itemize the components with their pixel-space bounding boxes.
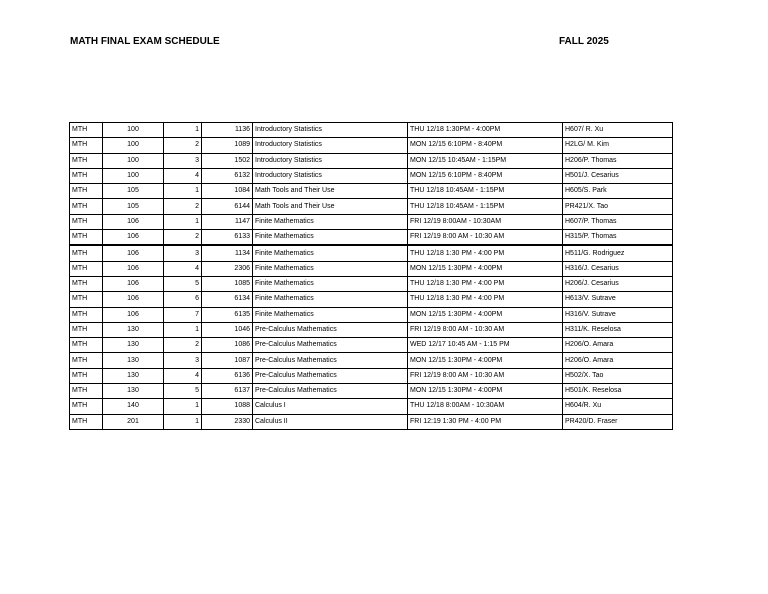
cell-section: 5 xyxy=(164,384,202,399)
table-row xyxy=(70,123,673,138)
table-row xyxy=(70,338,673,353)
cell-course-number: 106 xyxy=(103,214,164,229)
cell-course-title: Finite Mathematics xyxy=(253,307,408,322)
exam-schedule-body xyxy=(70,123,673,430)
cell-section: 1 xyxy=(164,322,202,337)
cell-section: 4 xyxy=(164,261,202,276)
cell-exam-time: MON 12/15 1:30PM - 4:00PM xyxy=(408,353,563,368)
cell-room-instructor: H604/R. Xu xyxy=(563,399,673,414)
cell-crn: 6144 xyxy=(202,199,253,214)
cell-exam-time: WED 12/17 10:45 AM - 1:15 PM xyxy=(408,338,563,353)
cell-exam-time: MON 12/15 6:10PM - 8:40PM xyxy=(408,168,563,183)
cell-course-number: 106 xyxy=(103,261,164,276)
cell-room-instructor: H316/J. Cesarius xyxy=(563,261,673,276)
cell-course-title: Pre-Calculus Mathematics xyxy=(253,368,408,383)
cell-room-instructor: H607/ R. Xu xyxy=(563,123,673,138)
cell-crn: 1088 xyxy=(202,399,253,414)
cell-room-instructor: H315/P. Thomas xyxy=(563,230,673,246)
cell-course-number: 106 xyxy=(103,245,164,261)
cell-room-instructor: H206/O. Amara xyxy=(563,338,673,353)
table-row xyxy=(70,276,673,291)
cell-subject: MTH xyxy=(70,199,103,214)
cell-exam-time: FRI 12/19 8:00AM - 10:30AM xyxy=(408,214,563,229)
cell-room-instructor: H316/V. Sutrave xyxy=(563,307,673,322)
table-row xyxy=(70,230,673,246)
cell-crn: 6137 xyxy=(202,384,253,399)
cell-crn: 1089 xyxy=(202,138,253,153)
table-row xyxy=(70,245,673,261)
cell-crn: 6135 xyxy=(202,307,253,322)
table-row xyxy=(70,168,673,183)
cell-room-instructor: H607/P. Thomas xyxy=(563,214,673,229)
cell-exam-time: THU 12/18 10:45AM - 1:15PM xyxy=(408,199,563,214)
cell-crn: 6133 xyxy=(202,230,253,246)
cell-course-title: Introductory Statistics xyxy=(253,138,408,153)
cell-subject: MTH xyxy=(70,338,103,353)
cell-room-instructor: H501/J. Cesarius xyxy=(563,168,673,183)
cell-course-title: Pre-Calculus Mathematics xyxy=(253,384,408,399)
cell-section: 3 xyxy=(164,153,202,168)
cell-exam-time: FRI 12/19 8:00 AM - 10:30 AM xyxy=(408,368,563,383)
cell-room-instructor: PR420/D. Fraser xyxy=(563,414,673,429)
cell-exam-time: MON 12/15 1:30PM - 4:00PM xyxy=(408,261,563,276)
table-row xyxy=(70,199,673,214)
cell-section: 2 xyxy=(164,138,202,153)
cell-exam-time: THU 12/18 1:30 PM - 4:00 PM xyxy=(408,276,563,291)
cell-crn: 1084 xyxy=(202,184,253,199)
table-row xyxy=(70,414,673,429)
cell-room-instructor: H206/P. Thomas xyxy=(563,153,673,168)
cell-crn: 1502 xyxy=(202,153,253,168)
cell-course-number: 106 xyxy=(103,230,164,246)
cell-exam-time: FRI 12/19 8:00 AM - 10:30 AM xyxy=(408,322,563,337)
term-label: FALL 2025 xyxy=(559,36,609,47)
cell-course-title: Pre-Calculus Mathematics xyxy=(253,322,408,337)
table-row xyxy=(70,261,673,276)
cell-crn: 1087 xyxy=(202,353,253,368)
cell-subject: MTH xyxy=(70,368,103,383)
table-row xyxy=(70,399,673,414)
cell-course-number: 130 xyxy=(103,368,164,383)
cell-course-number: 201 xyxy=(103,414,164,429)
cell-course-number: 105 xyxy=(103,199,164,214)
cell-course-title: Finite Mathematics xyxy=(253,214,408,229)
cell-course-title: Pre-Calculus Mathematics xyxy=(253,338,408,353)
cell-exam-time: FRI 12/19 8:00 AM - 10:30 AM xyxy=(408,230,563,246)
cell-course-title: Introductory Statistics xyxy=(253,153,408,168)
cell-subject: MTH xyxy=(70,292,103,307)
cell-exam-time: MON 12/15 1:30PM - 4:00PM xyxy=(408,307,563,322)
cell-section: 4 xyxy=(164,368,202,383)
cell-subject: MTH xyxy=(70,230,103,246)
cell-crn: 1136 xyxy=(202,123,253,138)
cell-room-instructor: H311/K. Reselosa xyxy=(563,322,673,337)
cell-section: 4 xyxy=(164,168,202,183)
cell-subject: MTH xyxy=(70,184,103,199)
cell-exam-time: MON 12/15 1:30PM - 4:00PM xyxy=(408,384,563,399)
cell-room-instructor: H605/S. Park xyxy=(563,184,673,199)
cell-section: 2 xyxy=(164,199,202,214)
cell-subject: MTH xyxy=(70,276,103,291)
cell-subject: MTH xyxy=(70,123,103,138)
table-row xyxy=(70,307,673,322)
cell-section: 1 xyxy=(164,184,202,199)
cell-exam-time: THU 12/18 10:45AM - 1:15PM xyxy=(408,184,563,199)
cell-exam-time: MON 12/15 10:45AM - 1:15PM xyxy=(408,153,563,168)
cell-subject: MTH xyxy=(70,214,103,229)
cell-course-title: Calculus I xyxy=(253,399,408,414)
cell-section: 2 xyxy=(164,230,202,246)
cell-crn: 2306 xyxy=(202,261,253,276)
cell-crn: 1147 xyxy=(202,214,253,229)
cell-section: 5 xyxy=(164,276,202,291)
cell-exam-time: THU 12/18 1:30PM - 4:00PM xyxy=(408,123,563,138)
cell-exam-time: FRI 12:19 1:30 PM - 4:00 PM xyxy=(408,414,563,429)
table-row xyxy=(70,353,673,368)
cell-subject: MTH xyxy=(70,384,103,399)
cell-subject: MTH xyxy=(70,138,103,153)
cell-section: 6 xyxy=(164,292,202,307)
cell-subject: MTH xyxy=(70,153,103,168)
cell-course-number: 106 xyxy=(103,307,164,322)
exam-schedule-table xyxy=(69,122,673,430)
cell-section: 1 xyxy=(164,214,202,229)
cell-course-title: Finite Mathematics xyxy=(253,230,408,246)
table-row xyxy=(70,292,673,307)
cell-subject: MTH xyxy=(70,414,103,429)
cell-course-title: Finite Mathematics xyxy=(253,292,408,307)
cell-course-number: 106 xyxy=(103,292,164,307)
table-row xyxy=(70,184,673,199)
cell-subject: MTH xyxy=(70,261,103,276)
cell-crn: 1086 xyxy=(202,338,253,353)
cell-course-number: 100 xyxy=(103,153,164,168)
cell-course-number: 100 xyxy=(103,168,164,183)
cell-room-instructor: PR421/X. Tao xyxy=(563,199,673,214)
table-row xyxy=(70,214,673,229)
cell-course-number: 100 xyxy=(103,138,164,153)
cell-room-instructor: H206/J. Cesarius xyxy=(563,276,673,291)
cell-room-instructor: H502/X. Tao xyxy=(563,368,673,383)
cell-room-instructor: H511/G. Rodriguez xyxy=(563,245,673,261)
table-row xyxy=(70,384,673,399)
cell-section: 1 xyxy=(164,414,202,429)
cell-course-title: Finite Mathematics xyxy=(253,245,408,261)
cell-course-number: 130 xyxy=(103,322,164,337)
table-row xyxy=(70,138,673,153)
cell-subject: MTH xyxy=(70,245,103,261)
cell-crn: 1134 xyxy=(202,245,253,261)
cell-crn: 2330 xyxy=(202,414,253,429)
cell-subject: MTH xyxy=(70,307,103,322)
cell-course-number: 130 xyxy=(103,384,164,399)
cell-crn: 1046 xyxy=(202,322,253,337)
cell-section: 1 xyxy=(164,399,202,414)
cell-subject: MTH xyxy=(70,322,103,337)
cell-exam-time: MON 12/15 6:10PM - 8:40PM xyxy=(408,138,563,153)
cell-section: 3 xyxy=(164,245,202,261)
cell-course-title: Finite Mathematics xyxy=(253,261,408,276)
cell-course-number: 105 xyxy=(103,184,164,199)
cell-crn: 6132 xyxy=(202,168,253,183)
cell-course-number: 130 xyxy=(103,338,164,353)
page-title: MATH FINAL EXAM SCHEDULE xyxy=(70,36,220,47)
table-row xyxy=(70,153,673,168)
cell-exam-time: THU 12/18 1:30 PM - 4:00 PM xyxy=(408,292,563,307)
cell-section: 2 xyxy=(164,338,202,353)
table-row xyxy=(70,368,673,383)
cell-subject: MTH xyxy=(70,168,103,183)
cell-section: 1 xyxy=(164,123,202,138)
cell-crn: 1085 xyxy=(202,276,253,291)
cell-course-title: Math Tools and Their Use xyxy=(253,199,408,214)
cell-exam-time: THU 12/18 1:30 PM - 4:00 PM xyxy=(408,245,563,261)
cell-section: 3 xyxy=(164,353,202,368)
cell-course-title: Introductory Statistics xyxy=(253,123,408,138)
cell-crn: 6134 xyxy=(202,292,253,307)
cell-room-instructor: H501/K. Reselosa xyxy=(563,384,673,399)
cell-course-number: 140 xyxy=(103,399,164,414)
cell-crn: 6136 xyxy=(202,368,253,383)
cell-course-title: Pre-Calculus Mathematics xyxy=(253,353,408,368)
cell-course-title: Introductory Statistics xyxy=(253,168,408,183)
cell-course-number: 130 xyxy=(103,353,164,368)
cell-course-title: Finite Mathematics xyxy=(253,276,408,291)
cell-room-instructor: H206/O. Amara xyxy=(563,353,673,368)
cell-exam-time: THU 12/18 8:00AM - 10:30AM xyxy=(408,399,563,414)
cell-room-instructor: H613/V. Sutrave xyxy=(563,292,673,307)
cell-course-number: 106 xyxy=(103,276,164,291)
cell-course-title: Math Tools and Their Use xyxy=(253,184,408,199)
cell-course-number: 100 xyxy=(103,123,164,138)
cell-subject: MTH xyxy=(70,399,103,414)
cell-room-instructor: H2LG/ M. Kim xyxy=(563,138,673,153)
cell-subject: MTH xyxy=(70,353,103,368)
table-row xyxy=(70,322,673,337)
cell-section: 7 xyxy=(164,307,202,322)
cell-course-title: Calculus II xyxy=(253,414,408,429)
